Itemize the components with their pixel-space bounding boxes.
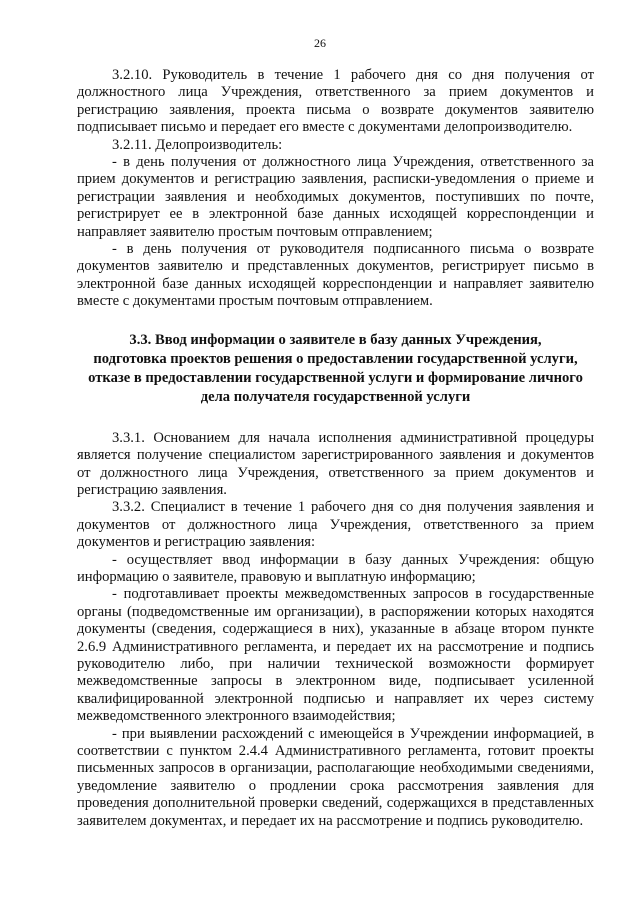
section-heading-3-3 (77, 331, 594, 407)
document-body (77, 67, 594, 830)
page-number: 26 (314, 36, 326, 50)
list-item-interagency-requests: - подготавливает проекты межведомственных запросов в государственные органы (подведомственные им организации), в распоряжении которых находятся документы (сведения, содержащиеся в них), указанные в абзаце втором пункте 2.6.9 Административного регламента, и передает их на рассмотрение и подпись руководителю либо, при наличии технической возможности формирует межведомственные запросы в электронном виде, подписывает усиленной квалифицированной электронной подписью и направляет их через систему межведомственного электронного взаимодействия; (77, 586, 594, 725)
paragraph-3-2-11: 3.2.11. Делопроизводитель: (112, 136, 283, 153)
list-item-return-letter: - в день получения от руководителя подписанного письма о возврате документов заявителю и представленных документов, регистрирует письмо в электронной базе данных исходящей корреспонденции и направляет заявителю вместе с документами простым почтовым отправлением. (77, 241, 594, 310)
section-heading-line: подготовка проектов решения о предоставлении государственной услуги, (93, 350, 578, 367)
paragraph-3-3-1: 3.3.1. Основанием для начала исполнения административной процедуры является получение специалистом зарегистрированного заявления и документов от должностного лица Учреждения, ответственного за прием документов и регистрацию заявления. (77, 429, 594, 498)
list-item-registration-notice: - в день получения от должностного лица Учреждения, ответственного за прием документов и регистрацию заявления, расписки-уведомления о приеме и регистрации заявления и необходимых документов, поступивших по почте, регистрирует ее в электронной базе данных исходящей корреспонденции и направляет заявителю простым почтовым отправлением; (77, 154, 594, 240)
paragraph-3-2-10: 3.2.10. Руководитель в течение 1 рабочего дня со дня получения от должностного лица Учреждения, ответственного за прием документов и регистрацию заявления, проекта письма о возврате документов заявителю подписывает письмо и передает его вместе с документами делопроизводителю. (77, 67, 594, 136)
paragraph-3-3-2: 3.3.2. Специалист в течение 1 рабочего дня со дня получения заявления и документов от должностного лица Учреждения, ответственного за прием документов и регистрацию заявления: (77, 499, 594, 551)
section-heading-line: дела получателя государственной услуги (200, 388, 471, 405)
section-heading-line: 3.3. Ввод информации о заявителе в базу данных Учреждения, (129, 331, 542, 348)
section-heading-line: отказе в предоставлении государственной услуги и формирование личного (88, 369, 583, 386)
spacer (77, 311, 594, 331)
spacer (77, 407, 594, 430)
list-item-discrepancy-requests: - при выявлении расхождений с имеющейся в Учреждении информацией, в соответствии с пунктом 2.4.4 Административного регламента, готовит проекты письменных запросов в организации, располагающие необходимыми сведениями, уведомление заявителю о продлении срока рассмотрения заявления для проведения дополнительной проверки сведений, содержащихся в представленных заявителем документах, и передает их на рассмотрение и подпись руководителю. (77, 725, 594, 829)
list-item-data-entry: - осуществляет ввод информации в базу данных Учреждения: общую информацию о заявителе, правовую и выплатную информацию; (77, 551, 594, 585)
